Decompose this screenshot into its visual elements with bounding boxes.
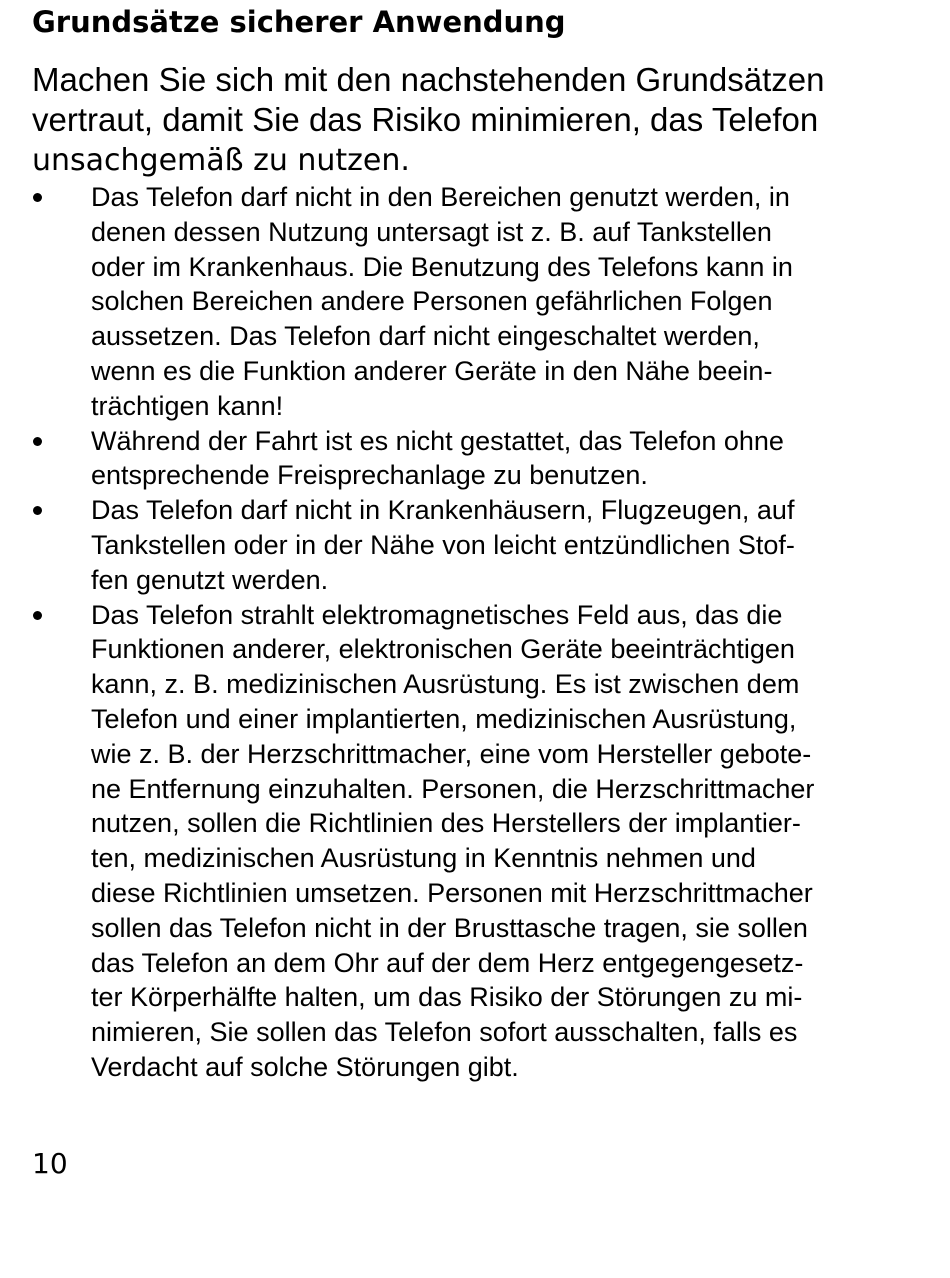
bullet-icon bbox=[33, 611, 42, 620]
list-item bbox=[0, 598, 950, 1085]
list-item-text: Während der Fahrt ist es nicht gestattet, das Telefon ohne entsprechende Freisprechanlage zu benutzen. bbox=[91, 425, 784, 491]
list-item-text: Das Telefon darf nicht in den Bereichen genutzt werden, in denen dessen Nutzung untersagt ist z. B. auf Tankstellen oder im Krankenhaus. Die Benutzung des Telefons kann in solchen Bereichen andere Personen gefährlichen Folgen aussetzen. Das Telefon darf nicht eingeschaltet werden, wenn es die Funktion anderer Geräte in den Nähe beein- trächtigen kann! bbox=[91, 182, 793, 421]
page-number: 10 bbox=[32, 1147, 68, 1180]
section-heading: Grundsätze sicherer Anwendung bbox=[32, 5, 566, 39]
list-item bbox=[0, 493, 950, 597]
bullet-icon bbox=[33, 506, 42, 515]
bullet-icon bbox=[33, 437, 42, 446]
intro-line-3: unsachgemäß zu nutzen. bbox=[32, 143, 410, 178]
list-item bbox=[0, 180, 950, 424]
safety-rules-list bbox=[0, 180, 950, 1085]
list-item-text: Das Telefon darf nicht in Krankenhäusern, Flugzeugen, auf Tankstellen oder in der Nähe von leicht entzündlichen Stof- fen genutzt werden. bbox=[91, 495, 795, 595]
bullet-icon bbox=[33, 193, 42, 202]
intro-line-2: vertraut, damit Sie das Risiko minimieren, das Telefon bbox=[32, 100, 819, 138]
intro-line-1: Machen Sie sich mit den nachstehenden Grundsätzen bbox=[32, 61, 825, 98]
list-item-text: Das Telefon strahlt elektromagnetisches Feld aus, das die Funktionen anderer, elektronischen Geräte beeinträchtigen kann, z. B. medizinischen Ausrüstung. Es ist zwischen dem Telefon und einer implantierten, medizinischen Ausrüstung, wie z. B. der Herzschrittmacher, eine vom Hersteller gebote- ne Entfernung einzuhalten. Personen, die Herzschrittmacher nutzen, sollen die Richtlinien des Herstellers der implantier- ten, medizinischen Ausrüstung in Kenntnis nehmen und diese Richtlinien umsetzen. Personen mit Herzschrittmacher sollen das Telefon nicht in der Brusttasche tragen, sie sollen das Telefon an dem Ohr auf der dem Herz entgegengesetz- ter Körperhälfte halten, um das Risiko der Störungen zu mi- nimieren, Sie sollen das Telefon sofort ausschalten, falls es Verdacht auf solche Störungen gibt. bbox=[91, 599, 815, 1082]
intro-paragraph bbox=[32, 60, 906, 181]
list-item bbox=[0, 424, 950, 494]
